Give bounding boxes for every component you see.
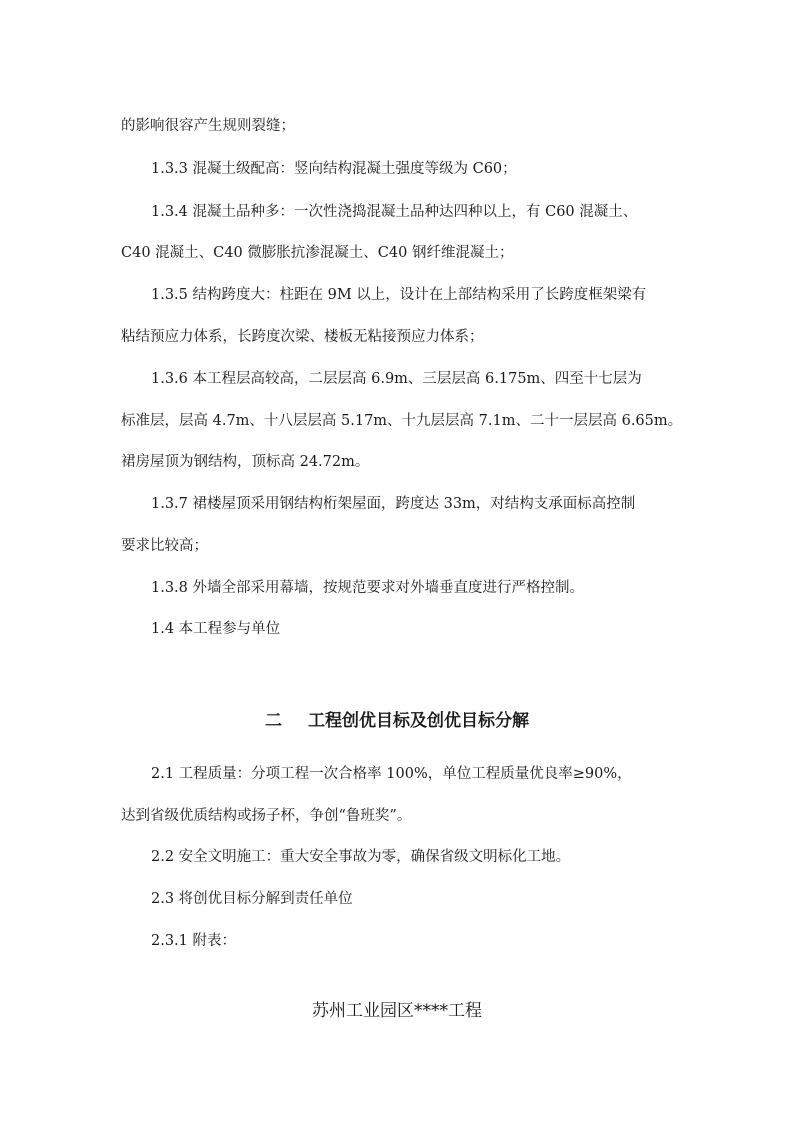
paragraph-line: 1.4 本工程参与单位 bbox=[151, 621, 281, 637]
paragraph-line: C40 混凝土、C40 微膨胀抗渗混凝土、C40 钢纤维混凝土； bbox=[121, 245, 514, 261]
paragraph-line: 2.3.1 附表： bbox=[151, 933, 237, 949]
paragraph-line: 2.2 安全文明施工：重大安全事故为零，确保省级文明标化工地。 bbox=[151, 849, 571, 865]
paragraph-line: 1.3.7 裙楼屋顶采用钢结构桁架屋面，跨度达 33m，对结构支承面标高控制 bbox=[151, 496, 636, 512]
section-heading bbox=[0, 710, 794, 732]
paragraph-line: 1.3.3 混凝土级配高：竖向结构混凝土强度等级为 C60； bbox=[151, 161, 517, 177]
paragraph-line: 1.3.5 结构跨度大：柱距在 9M 以上，设计在上部结构采用了长跨度框架梁有 bbox=[151, 287, 647, 303]
table-title: 苏州工业园区****工程 bbox=[312, 1001, 482, 1021]
paragraph-line: 达到省级优质结构或扬子杯，争创“鲁班奖”。 bbox=[121, 808, 412, 824]
paragraph-line: 标准层，层高 4.7m、十八层层高 5.17m、十九层层高 7.1m、二十一层层高 6.65m。 bbox=[121, 413, 683, 429]
paragraph-line: 粘结预应力体系，长跨度次梁、楼板无粘接预应力体系； bbox=[121, 329, 484, 345]
paragraph-line: 2.1 工程质量：分项工程一次合格率 100%，单位工程质量优良率≥90%， bbox=[151, 766, 632, 782]
paragraph-line: 1.3.4 混凝土品种多：一次性浇捣混凝土品种达四种以上，有 C60 混凝土、 bbox=[151, 204, 638, 220]
paragraph-line: 的影响很容产生规则裂缝； bbox=[121, 118, 295, 134]
paragraph-line: 1.3.6 本工程层高较高，二层层高 6.9m、三层层高 6.175m、四至十七层为 bbox=[151, 371, 642, 387]
paragraph-line: 2.3 将创优目标分解到责任单位 bbox=[151, 891, 353, 907]
paragraph-line: 要求比较高； bbox=[121, 538, 208, 554]
section-title: 工程创优目标及创优目标分解 bbox=[308, 711, 529, 731]
paragraph-line: 1.3.8 外墙全部采用幕墙，按规范要求对外墙垂直度进行严格控制。 bbox=[151, 580, 585, 596]
section-number: 二 bbox=[265, 711, 282, 731]
paragraph-line: 裙房屋顶为钢结构，顶标高 24.72m。 bbox=[121, 454, 370, 470]
